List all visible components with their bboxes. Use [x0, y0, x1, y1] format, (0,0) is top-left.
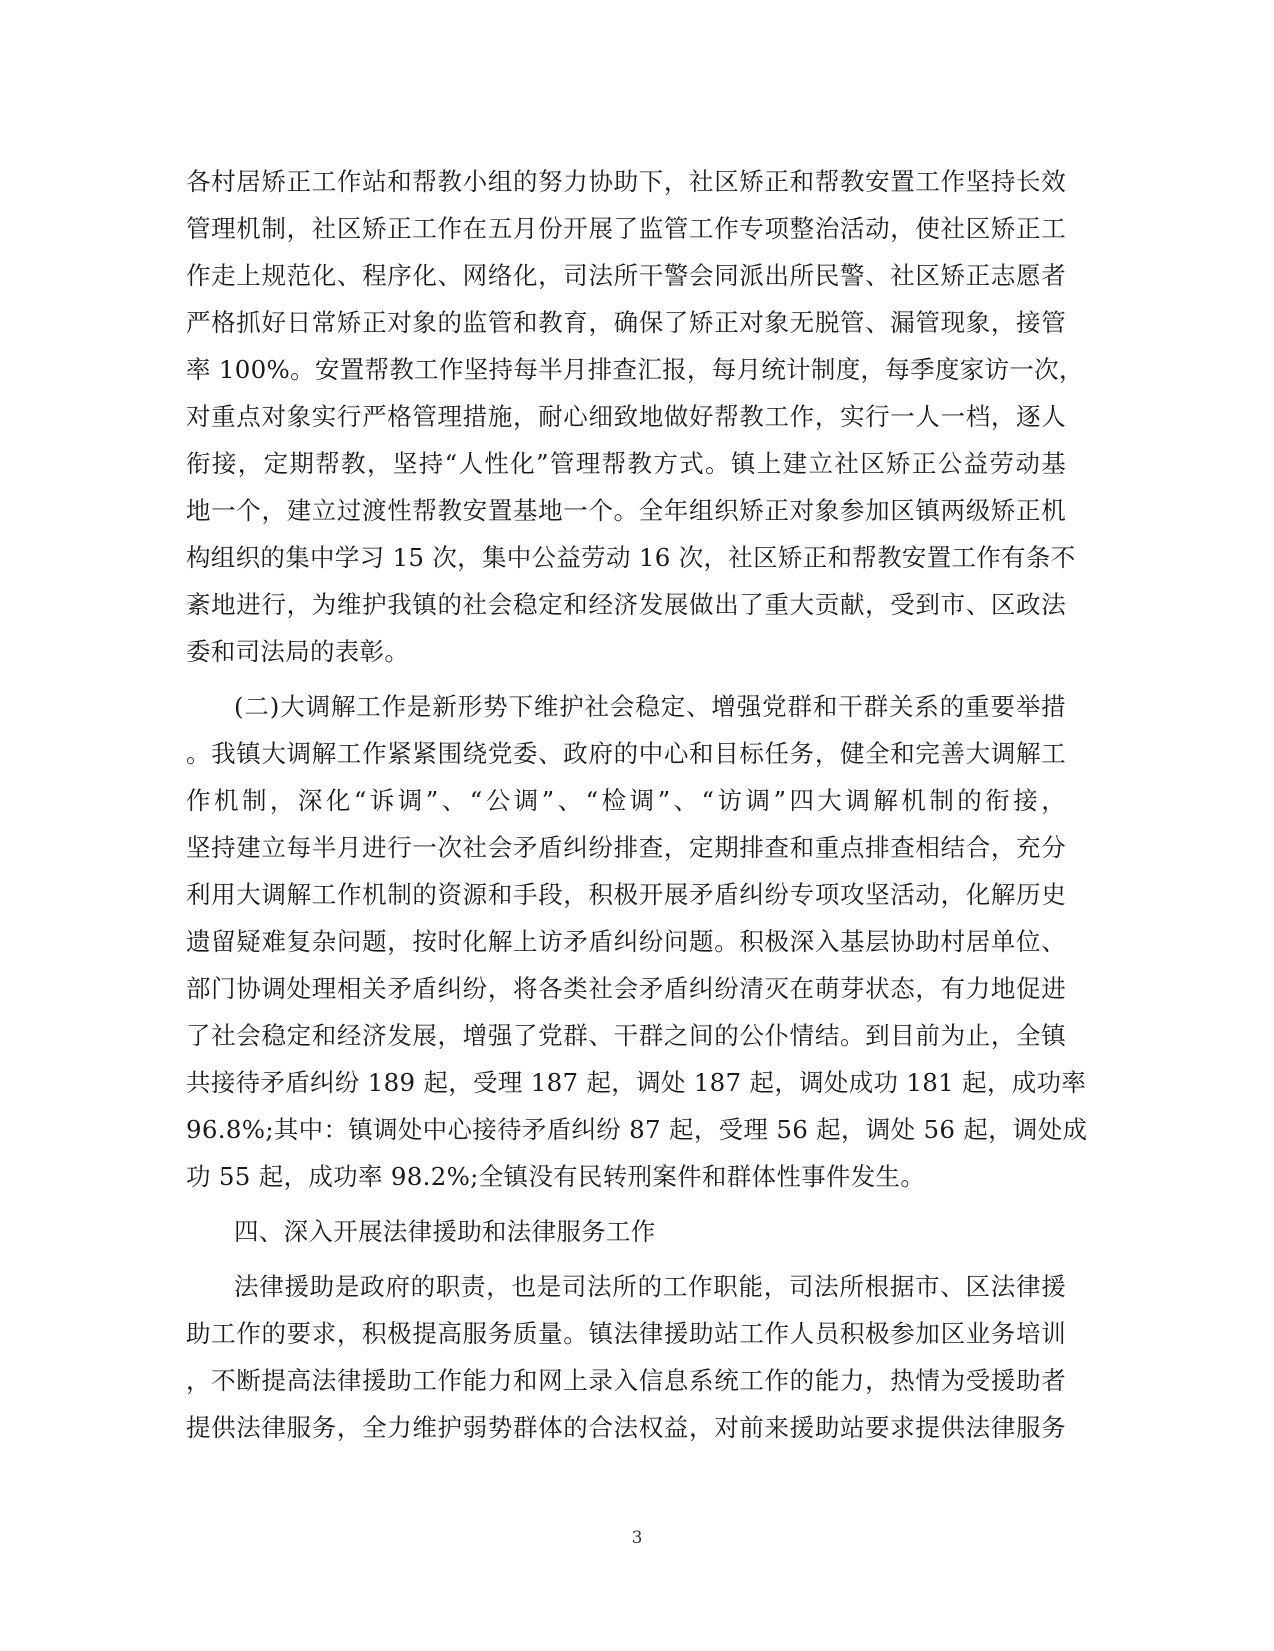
text-line: 96.8%;其中：镇调处中心接待矛盾纠纷 87 起，受理 56 起，调处 56 起，调处成: [186, 1115, 1088, 1144]
text-line: 助工作的要求，积极提高服务质量。镇法律援助站工作人员积极参加区业务培训: [186, 1319, 1066, 1348]
text-line: 。我镇大调解工作紧紧围绕党委、政府的中心和目标任务，健全和完善大调解工: [186, 739, 1066, 768]
text-line: 共接待矛盾纠纷 189 起，受理 187 起，调处 187 起，调处成功 181 起，成功率: [186, 1068, 1087, 1097]
section-heading: [186, 1208, 1066, 1255]
paragraph-1: [186, 158, 1084, 675]
paragraph-2: [186, 683, 1088, 1200]
text-line: 衔接，定期帮教，坚持“人性化”管理帮教方式。镇上建立社区矫正公益劳动基: [186, 449, 1066, 478]
text-line: 部门协调处理相关矛盾纠纷，将各类社会矛盾纠纷清灭在萌芽状态，有力地促进: [186, 974, 1066, 1003]
document-body: [186, 158, 1088, 1451]
text-line: (二)大调解工作是新形势下维护社会稳定、增强党群和干群关系的重要举措: [234, 692, 1066, 721]
text-line: 遗留疑难复杂问题，按时化解上访矛盾纠纷问题。积极深入基层协助村居单位、: [186, 927, 1066, 956]
text-line: 构组织的集中学习 15 次，集中公益劳动 16 次，社区矫正和帮教安置工作有条不: [186, 543, 1076, 572]
text-line: 各村居矫正工作站和帮教小组的努力协助下，社区矫正和帮教安置工作坚持长效: [186, 167, 1066, 196]
text-line: 坚持建立每半月进行一次社会矛盾纠纷排查，定期排查和重点排查相结合，充分: [186, 833, 1066, 862]
text-line: 法律援助是政府的职责，也是司法所的工作职能，司法所根据市、区法律援: [234, 1272, 1066, 1301]
text-line: 提供法律服务，全力维护弱势群体的合法权益，对前来援助站要求提供法律服务: [186, 1413, 1066, 1442]
text-line: 作机制，深化“诉调”、“公调”、“检调”、“访调”四大调解机制的衔接，: [186, 786, 1066, 815]
text-line: ，不断提高法律援助工作能力和网上录入信息系统工作的能力，热情为受援助者: [186, 1366, 1066, 1395]
page-number: 3: [631, 1528, 643, 1548]
text-line: 利用大调解工作机制的资源和手段，积极开展矛盾纠纷专项攻坚活动，化解历史: [186, 880, 1066, 909]
text-line: 对重点对象实行严格管理措施，耐心细致地做好帮教工作，实行一人一档，逐人: [186, 402, 1066, 431]
text-line: 功 55 起，成功率 98.2%;全镇没有民转刑案件和群体性事件发生。: [186, 1162, 926, 1191]
paragraph-4: [186, 1263, 1066, 1451]
text-line: 管理机制，社区矫正工作在五月份开展了监管工作专项整治活动，使社区矫正工: [186, 214, 1066, 243]
heading-line: 四、深入开展法律援助和法律服务工作: [234, 1217, 656, 1246]
text-line: 作走上规范化、程序化、网络化，司法所干警会同派出所民警、社区矫正志愿者: [186, 261, 1066, 290]
text-line: 委和司法局的表彰。: [186, 637, 410, 666]
text-line: 严格抓好日常矫正对象的监管和教育，确保了矫正对象无脱管、漏管现象，接管: [186, 308, 1066, 337]
text-line: 了社会稳定和经济发展，增强了党群、干群之间的公仆情结。到目前为止，全镇: [186, 1021, 1066, 1050]
text-line: 紊地进行，为维护我镇的社会稳定和经济发展做出了重大贡献，受到市、区政法: [186, 590, 1066, 619]
text-line: 地一个，建立过渡性帮教安置基地一个。全年组织矫正对象参加区镇两级矫正机: [186, 496, 1066, 525]
text-line: 率 100%。安置帮教工作坚持每半月排查汇报，每月统计制度，每季度家访一次，: [186, 355, 1084, 384]
